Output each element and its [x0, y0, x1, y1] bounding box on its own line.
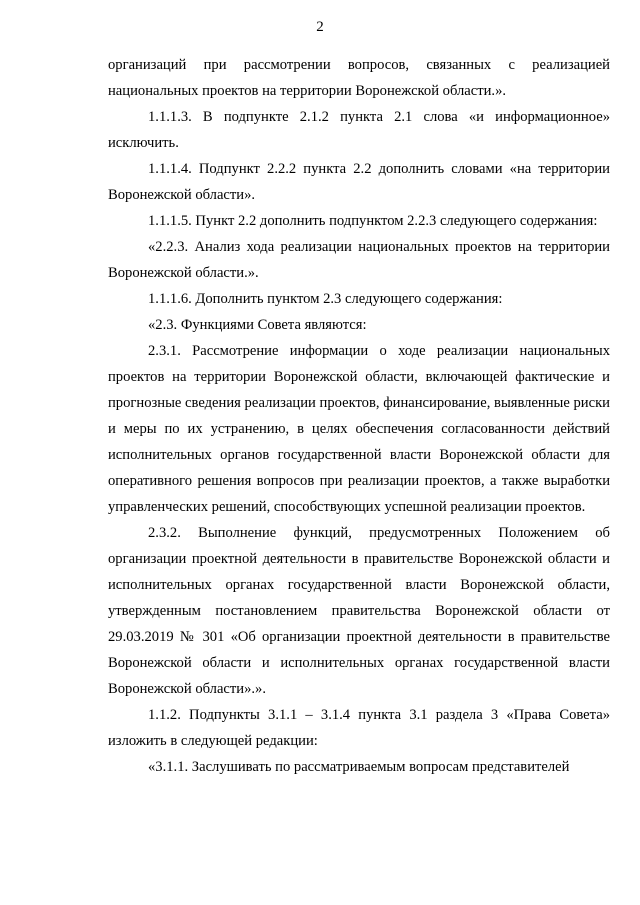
paragraph-1-1-2: 1.1.2. Подпункты 3.1.1 – 3.1.4 пункта 3.1 раздела 3 «Права Совета» изложить в следующей редакции: [108, 707, 610, 749]
paragraph-1-1-1-5: 1.1.1.5. Пункт 2.2 дополнить подпунктом 2.2.3 следующего содержания: [148, 213, 598, 229]
paragraph-1-1-1-6: 1.1.1.6. Дополнить пунктом 2.3 следующего содержания: [148, 291, 503, 307]
paragraph-2-2-3: «2.2.3. Анализ хода реализации национальных проектов на территории Воронежской области.». [108, 239, 610, 281]
paragraph-2-3: «2.3. Функциями Совета являются: [148, 317, 367, 333]
paragraph-1-1-1-4: 1.1.1.4. Подпункт 2.2.2 пункта 2.2 дополнить словами «на территории Воронежской области». [108, 161, 610, 203]
page-number: 2 [316, 19, 324, 35]
document-body [108, 52, 610, 780]
paragraph-2-3-2: 2.3.2. Выполнение функций, предусмотренных Положением об организации проектной деятельности в правительстве Воронежской области и исполнительных органах государственной власти Воронежской области, утвержденным постановлением правительства Воронежской области от 29.03.2019 № 301 «Об организации проектной деятельности в правительстве Воронежской области и исполнительных органах государственной власти Воронежской области».». [108, 525, 610, 697]
paragraph-2-3-1: 2.3.1. Рассмотрение информации о ходе реализации национальных проектов на территории Воронежской области, включающей фактические и прогнозные сведения реализации проектов, финансирование, выявленные риски и меры по их устранению, в целях обеспечения согласованности действий исполнительных органов государственной власти Воронежской области для оперативного решения вопросов при реализации проектов, а также выработки управленческих решений, способствующих успешной реализации проектов. [108, 343, 610, 515]
paragraph-3-1-1: «3.1.1. Заслушивать по рассматриваемым вопросам представителей [148, 759, 570, 775]
paragraph-1-1-1-3: 1.1.1.3. В подпункте 2.1.2 пункта 2.1 слова «и информационное» исключить. [108, 109, 610, 151]
paragraph-continuation: организаций при рассмотрении вопросов, связанных с реализацией национальных проектов на территории Воронежской области.». [108, 57, 610, 99]
